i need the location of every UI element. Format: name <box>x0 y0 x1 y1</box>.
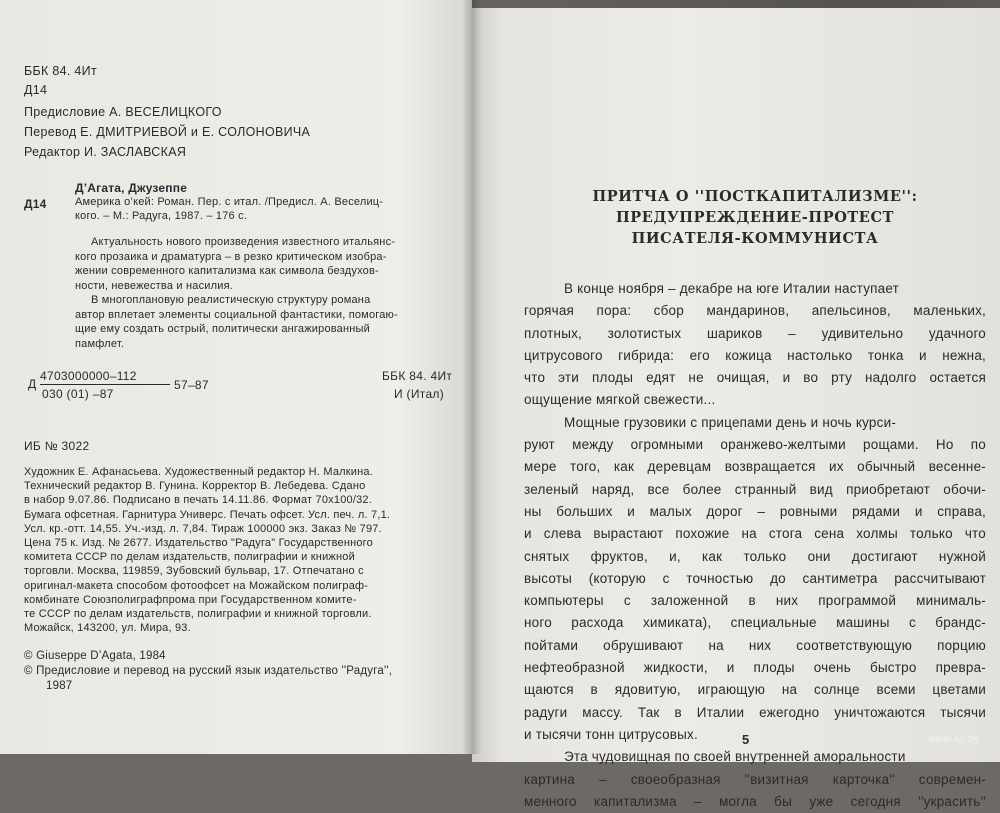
text-line: что эти плоды едят не очищая, и во рту надолго остается <box>524 370 986 386</box>
text-line: оригинал-макета способом фотоофсет на Можайском полиграф- <box>24 579 369 592</box>
page-number: 5 <box>742 732 750 747</box>
copyright-block <box>24 649 460 694</box>
credit-line: Редактор И. ЗАСЛАВСКАЯ <box>24 145 187 159</box>
publication-details <box>24 465 460 635</box>
text-line: Эта чудовищная по своей внутренней аморальности <box>564 749 906 765</box>
left-page <box>0 0 472 754</box>
index-lang: И (Итал) <box>394 387 445 401</box>
text-line: Цена 75 к. Изд. № 2677. Издательство "Радуга" Государственного <box>24 537 373 550</box>
text-line: памфлет. <box>75 337 125 350</box>
catalog-mark: Д14 <box>24 197 47 211</box>
text-line: Технический редактор В. Гунина. Корректор В. Лебедева. Сдано <box>24 480 366 493</box>
text-line: высоты (которую с точностью до сантиметра рассчитывают <box>524 570 986 586</box>
copyright-line: © Giuseppe D’Agata, 1984 <box>24 650 166 663</box>
classification-index <box>24 367 460 405</box>
text-line: зеленый наряд, все более странный вид приобретают обочи- <box>524 481 986 497</box>
text-line: щаются в ядовитую, играющую на солнце всеми цветами <box>524 682 986 698</box>
credits <box>24 102 460 162</box>
annotation-paragraph <box>75 293 460 351</box>
catalog-entry <box>24 181 460 223</box>
text-line: торговли. Москва, 119859, Зубовский бульвар, 17. Отпечатано с <box>24 565 364 578</box>
catalog-author: Д’Агата, Джузеппе <box>75 181 188 195</box>
text-line: плотных, золотистых шариков – удивительно удачного <box>524 325 986 341</box>
index-bbk: ББК 84. 4Ит <box>382 369 453 383</box>
text-line: автор вплетает элементы социальной фантастики, помогаю- <box>75 308 398 321</box>
site-watermark: www.ay.by <box>928 734 980 745</box>
text-line: комбинате Союзполиграфпрома при Государственном комите- <box>24 593 357 606</box>
text-line: кого прозаика и драматурга – в резко критическом изобра- <box>75 250 387 263</box>
text-line: комитета СССР по делам издательств, полиграфии и книжной <box>24 551 355 564</box>
annotation-paragraph <box>75 235 460 293</box>
bbk-code: ББК 84. 4Ит <box>24 64 97 78</box>
catalog-description: Америка о’кей: Роман. Пер. с итал. /Предисл. А. Веселиц- <box>75 196 384 208</box>
text-line: цитрусового гибрида: его кожица настолько тонка и нежна, <box>524 347 986 363</box>
index-numerator: 4703000000–112 <box>40 369 137 383</box>
heading-line: ПРИТЧА О ''ПОСТКАПИТАЛИЗМЕ'': <box>592 188 918 205</box>
catalog-description: кого. – М.: Радуга, 1987. – 176 с. <box>75 210 248 222</box>
text-line: ного расхода химиката), специальные машины с брандс- <box>524 615 986 631</box>
book-gutter <box>462 0 482 754</box>
ib-number: ИБ № 3022 <box>24 439 90 453</box>
text-line: и тысячи тонн цитрусовых. <box>524 726 698 742</box>
text-line: Можайск, 143200, ул. Мира, 93. <box>24 622 191 635</box>
text-line: Мощные грузовики с прицепами день и ночь курси- <box>564 414 897 430</box>
text-line: ощущение мягкой свежести... <box>524 392 716 408</box>
copyright-line: 1987 <box>46 680 73 693</box>
text-line: мере того, как деревцам возвращается их обычный весенне- <box>524 459 986 475</box>
text-line: компьютеры с заложенной в них программой минималь- <box>524 593 986 609</box>
text-line: Усл. кр.-отт. 14,55. Уч.-изд. л. 7,84. Тираж 100000 экз. Заказ № 797. <box>24 522 382 535</box>
text-line: и слева вырастают похожие на стога сена холмы только что <box>524 526 986 542</box>
text-line: снятых фруктов, и, как только они достигают нужной <box>524 548 986 564</box>
text-line: картина – своеобразная ''визитная карточка'' современ- <box>524 771 986 787</box>
text-line: горячая пора: сбор мандаринов, апельсинов, маленьких, <box>524 303 986 319</box>
index-prefix: Д <box>28 377 37 391</box>
text-line: ности, невежества и насилия. <box>75 279 234 292</box>
author-mark: Д14 <box>24 82 48 97</box>
credit-line: Предисловие А. ВЕСЕЛИЦКОГО <box>24 105 222 119</box>
heading-line: ПИСАТЕЛЯ-КОММУНИСТА <box>631 230 879 247</box>
right-page <box>472 8 1000 809</box>
fraction-line <box>40 384 170 385</box>
credit-line: Перевод Е. ДМИТРИЕВОЙ и Е. СОЛОНОВИЧА <box>24 125 311 139</box>
text-line: ны больших и малых дорог – ровными рядами и справа, <box>524 503 986 519</box>
text-line: Художник Е. Афанасьева. Художественный редактор Н. Малкина. <box>24 466 373 478</box>
text-line: В многоплановую реалистическую структуру романа <box>91 294 371 306</box>
text-line: В конце ноября – декабре на юге Италии наступает <box>564 281 900 296</box>
chapter-heading <box>524 186 986 249</box>
text-line: жении современного капитализма как символа бездухов- <box>75 265 379 277</box>
text-line: Бумага офсетная. Гарнитура Универс. Печать офсет. Усл. печ. л. 7,1. <box>24 508 391 521</box>
text-line: щие ему создать острый, политически ангажированный <box>75 323 371 335</box>
text-line: Актуальность нового произведения известного итальянс- <box>91 236 396 248</box>
text-line: пойтами обрушивают на них соответствующую порцию <box>524 637 986 653</box>
copyright-line: © Предисловие и перевод на русский язык издательство ''Радуга'', <box>24 665 393 678</box>
annotation <box>24 235 460 351</box>
text-line: руют между огромными оранжево-желтыми рощами. Но по <box>524 437 986 453</box>
heading-line: ПРЕДУПРЕЖДЕНИЕ-ПРОТЕСТ <box>616 209 894 226</box>
text-line: радуги массу. Так в Италии ежегодно уничтожаются тысячи <box>524 704 986 720</box>
imprint-block <box>24 62 460 99</box>
text-line: нефтеобразной жидкости, и плоды очень быстро превра- <box>524 660 986 676</box>
index-denominator: 030 (01) –87 <box>42 387 114 401</box>
body-text <box>524 278 986 813</box>
index-suffix: 57–87 <box>174 378 209 392</box>
text-line: в набор 9.07.86. Подписано в печать 14.11.86. Формат 70х100/32. <box>24 494 372 507</box>
text-line: менного капитализма – могла бы уже сегодня ''украсить'' <box>524 793 986 809</box>
text-line: те СССР по делам издательств, полиграфии и книжной торговли. <box>24 608 372 621</box>
